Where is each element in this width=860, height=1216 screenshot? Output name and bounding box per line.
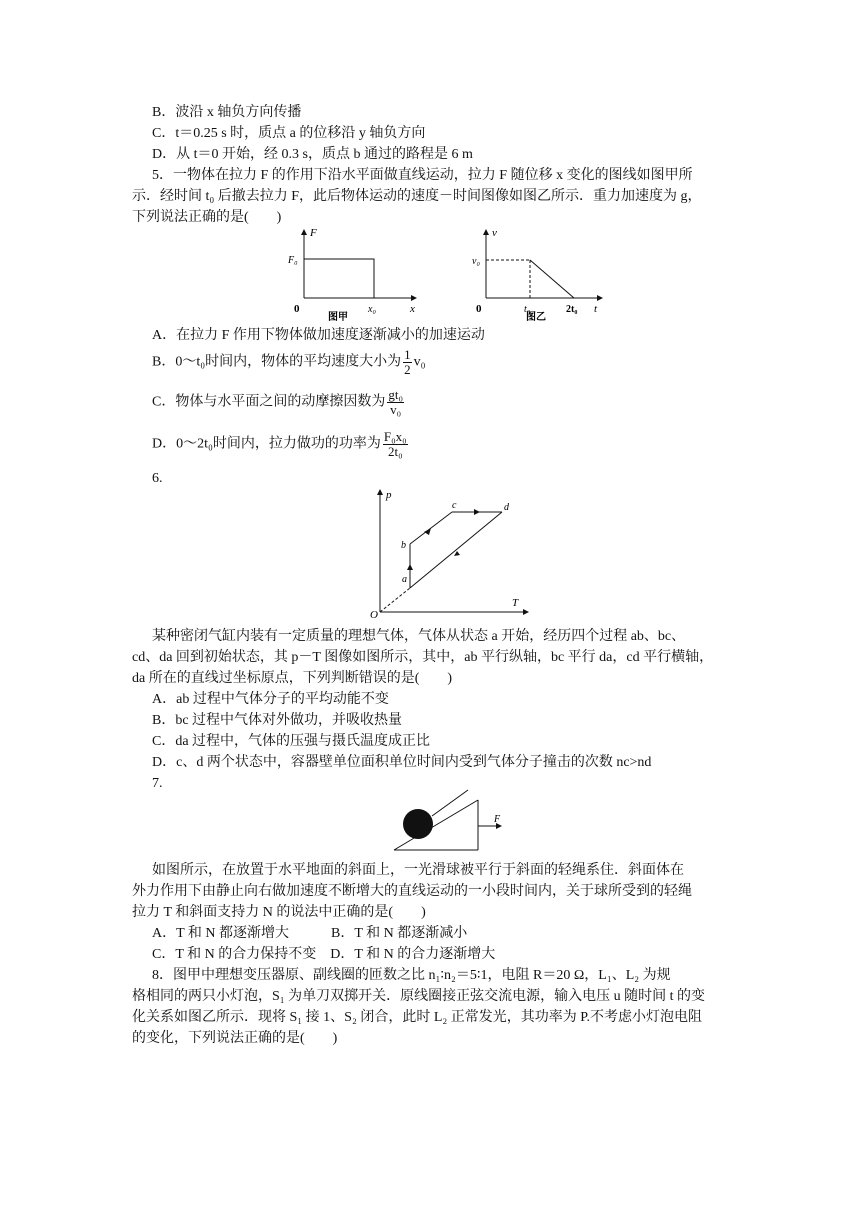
q6-option-d: D．c、d 两个状态中，容器壁单位面积单位时间内受到气体分子撞击的次数 nc>nd xyxy=(152,755,652,770)
fig-b-x-tick-2: 2t₀ xyxy=(566,304,578,315)
q6-option-a: A．ab 过程中气体分子的平均动能不变 xyxy=(152,692,389,707)
q7-stem-line-2: 外力作用下由静止向右做加速度不断增大的直线运动的一小段时间内，关于球所受到的轻绳 xyxy=(132,884,692,899)
q5-stem-line-2: 示．经时间 t₀ 后撤去拉力 F，此后物体运动的速度－时间图像如图乙所示．重力加速度为 g， xyxy=(132,189,702,204)
q6-number: 6. xyxy=(152,471,163,486)
q8-stem-line-3: 化关系如图乙所示．现将 S₁ 接 1、S₂ 闭合，此时 L₂ 正常发光，其功率为 P.不考虑小灯泡电阻 xyxy=(132,1010,702,1025)
q4-option-b: B．波沿 x 轴负方向传播 xyxy=(152,105,302,120)
fig-a-y-axis-label: F xyxy=(310,227,317,239)
fraction-denominator: v₀ xyxy=(390,402,402,417)
q8-stem-line-2: 格相同的两只小灯泡，S₁ 为单刀双掷开关．原线圈接正弦交流电源，输入电压 u 随时间 t 的变 xyxy=(132,989,706,1004)
fig-b-y-tick: v₀ xyxy=(472,256,480,267)
q8-stem-line-4: 的变化，下列说法正确的是( ) xyxy=(132,1031,338,1046)
fig-b-x-axis-label: t xyxy=(594,303,598,315)
q6-origin: O xyxy=(370,609,378,620)
q5-option-c-fraction xyxy=(387,388,404,417)
q6-point-b: b xyxy=(401,540,406,551)
q6-x-axis-label: T xyxy=(512,597,519,609)
q7-force-label: F xyxy=(494,814,501,825)
q7-stem-line-3: 拉力 T 和斜面支持力 N 的说法中正确的是( ) xyxy=(132,905,426,920)
q5-figure-a xyxy=(282,224,422,322)
q6-stem-line-1: 某种密闭气缸内装有一定质量的理想气体，气体从状态 a 开始，经历四个过程 ab、bc、 xyxy=(152,629,686,644)
q5-stem-line-3: 下列说法正确的是( ) xyxy=(132,210,282,225)
q5-option-b-suffix: v₀ xyxy=(413,354,426,370)
q4-option-c: C．t＝0.25 s 时，质点 a 的位移沿 y 轴负方向 xyxy=(152,126,426,141)
q6-stem-line-2: cd、da 回到初始状态，其 p－T 图像如图所示，其中，ab 平行纵轴，bc 平行 da，cd 平行横轴， xyxy=(132,650,714,665)
q6-y-axis-label: p xyxy=(386,489,392,501)
q5-option-d-prefix: D．0～2t₀时间内，拉力做功的功率为 xyxy=(152,436,381,452)
q5-option-a: A．在拉力 F 作用下物体做加速度逐渐减小的加速运动 xyxy=(152,328,485,343)
q5-option-d xyxy=(152,430,410,459)
fig-b-caption: 图乙 xyxy=(526,312,546,322)
fraction-denominator: 2t₀ xyxy=(387,444,403,459)
q7-number: 7. xyxy=(152,776,163,791)
q6-point-c: c xyxy=(452,500,457,511)
q6-option-b: B．bc 过程中气体对外做功，并吸收热量 xyxy=(152,713,403,728)
fig-b-x-tick-1: t₀ xyxy=(524,304,531,315)
fig-a-origin: 0 xyxy=(294,303,300,315)
fig-a-y-tick: F₀ xyxy=(288,255,298,266)
q5-stem-line-1: 5．一物体在拉力 F 的作用下沿水平面做直线运动，拉力 F 随位移 x 变化的图线如图甲所 xyxy=(152,168,693,183)
fig-b-origin: 0 xyxy=(476,303,482,315)
q6-stem-line-3: da 所在的直线过坐标原点，下列判断错误的是( ) xyxy=(132,671,453,686)
q6-point-d: d xyxy=(504,502,509,513)
q6-point-a: a xyxy=(402,574,407,585)
q5-option-b-prefix: B．0～t₀时间内，物体的平均速度大小为 xyxy=(152,354,402,370)
fraction-numerator: F₀x₀ xyxy=(383,429,407,444)
q5-option-d-fraction xyxy=(383,430,408,459)
q5-option-b xyxy=(152,348,426,377)
q6-option-c: C．da 过程中，气体的压强与摄氏温度成正比 xyxy=(152,734,431,749)
q7-stem-line-1: 如图所示，在放置于水平地面的斜面上，一光滑球被平行于斜面的轻绳系住．斜面体在 xyxy=(152,863,684,878)
q5-option-c-prefix: C．物体与水平面之间的动摩擦因数为 xyxy=(152,394,386,410)
q5-option-c xyxy=(152,388,406,417)
fig-a-caption: 图甲 xyxy=(328,312,348,322)
q4-option-d: D．从 t＝0 开始，经 0.3 s，质点 b 通过的路程是 6 m xyxy=(152,147,473,162)
q6-pt-diagram xyxy=(368,486,534,620)
q7-options-cd: C．T 和 N 的合力保持不变 D．T 和 N 的合力逐渐增大 xyxy=(152,947,496,962)
q7-options-ab: A．T 和 N 都逐渐增大 B．T 和 N 都逐渐减小 xyxy=(152,926,468,941)
fraction-numerator: gt₀ xyxy=(388,387,403,402)
fig-a-x-tick: x₀ xyxy=(368,304,376,315)
fig-b-y-axis-label: v xyxy=(492,227,497,239)
fraction-denominator: 2 xyxy=(404,362,411,377)
q8-stem-line-1: 8．图甲中理想变压器原、副线圈的匝数之比 n₁∶n₂＝5∶1，电阻 R＝20 Ω，L₁、L₂ 为规 xyxy=(152,968,671,983)
fig-a-x-axis-label: x xyxy=(410,303,415,315)
q5-figure-b xyxy=(468,224,608,322)
q7-incline-diagram xyxy=(392,786,510,854)
q5-option-b-fraction xyxy=(403,348,412,377)
fraction-numerator: 1 xyxy=(404,347,411,362)
